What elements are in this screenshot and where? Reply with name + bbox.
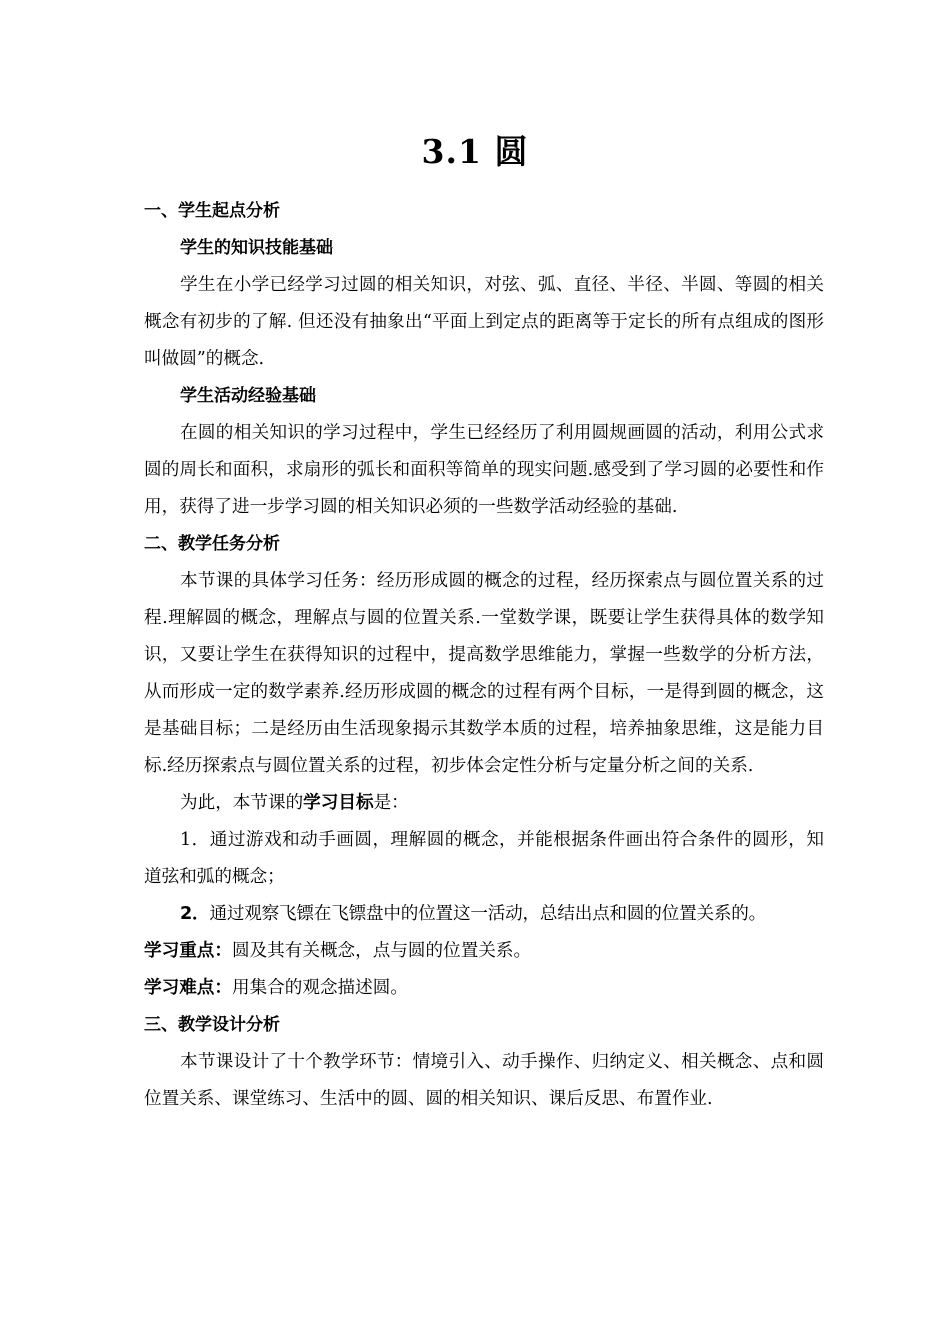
goal-1-number: 1．	[180, 830, 210, 850]
section-1-heading: 一、学生起点分析	[144, 201, 280, 221]
paragraph-design-analysis: 本节课设计了十个教学环节：情境引入、动手操作、归纳定义、相关概念、点和圆位置关系、课堂练习、生活中的圆、圆的相关知识、课后反思、布置作业.	[144, 1052, 824, 1109]
key-point-label: 学习重点：	[144, 941, 232, 961]
document-body	[144, 193, 824, 1118]
difficulty-point	[144, 970, 824, 1007]
paragraph-learning-goals-intro	[144, 785, 824, 822]
paragraph-task-analysis: 本节课的具体学习任务：经历形成圆的概念的过程，经历探索点与圆位置关系的过程.理解圆的概念，理解点与圆的位置关系.一堂数学课，既要让学生获得具体的数学知识，又要让学生在获得知识的过程中，提高数学思维能力，掌握一些数学的分析方法，从而形成一定的数学素养.经历形成圆的概念的过程有两个目标，一是得到圆的概念，这是基础目标；二是经历由生活现象揭示其数学本质的过程，培养抽象思维，这是能力目标.经历探索点与圆位置关系的过程，初步体会定性分析与定量分析之间的关系.	[144, 571, 824, 776]
difficulty-text: 用集合的观念描述圆。	[231, 978, 408, 998]
subsection-activity-heading: 学生活动经验基础	[180, 386, 316, 406]
section-3-heading: 三、教学设计分析	[144, 1015, 280, 1035]
goal-prefix: 为此，本节课的	[180, 793, 304, 813]
key-point-text: 圆及其有关概念，点与圆的位置关系。	[231, 941, 532, 961]
subsection-knowledge-heading: 学生的知识技能基础	[180, 238, 333, 258]
paragraph-activity: 在圆的相关知识的学习过程中，学生已经经历了利用圆规画圆的活动，利用公式求圆的周长和面积，求扇形的弧长和面积等简单的现实问题.感受到了学习圆的必要性和作用，获得了进一步学习圆的相关知识必须的一些数学活动经验的基础.	[144, 423, 824, 517]
difficulty-label: 学习难点：	[144, 978, 232, 998]
section-2-heading: 二、教学任务分析	[144, 534, 280, 554]
key-point	[144, 933, 824, 970]
learning-goal-1	[144, 822, 824, 896]
learning-goal-2	[144, 896, 824, 933]
goal-1-text: 通过游戏和动手画圆，理解圆的概念，并能根据条件画出符合条件的圆形，知道弦和弧的概念；	[144, 830, 824, 887]
goal-2-text: 通过观察飞镖在飞镖盘中的位置这一活动，总结出点和圆的位置关系的。	[209, 904, 767, 924]
goal-bold-label: 学习目标	[303, 793, 374, 813]
page-title: 3.1 圆	[421, 132, 529, 171]
paragraph-knowledge: 学生在小学已经学习过圆的相关知识，对弦、弧、直径、半径、半圆、等圆的相关概念有初步的了解. 但还没有抽象出“平面上到定点的距离等于定长的所有点组成的图形叫做圆”的概念.	[144, 275, 824, 369]
goal-suffix: 是：	[373, 793, 409, 813]
goal-2-number: 2．	[180, 904, 210, 924]
